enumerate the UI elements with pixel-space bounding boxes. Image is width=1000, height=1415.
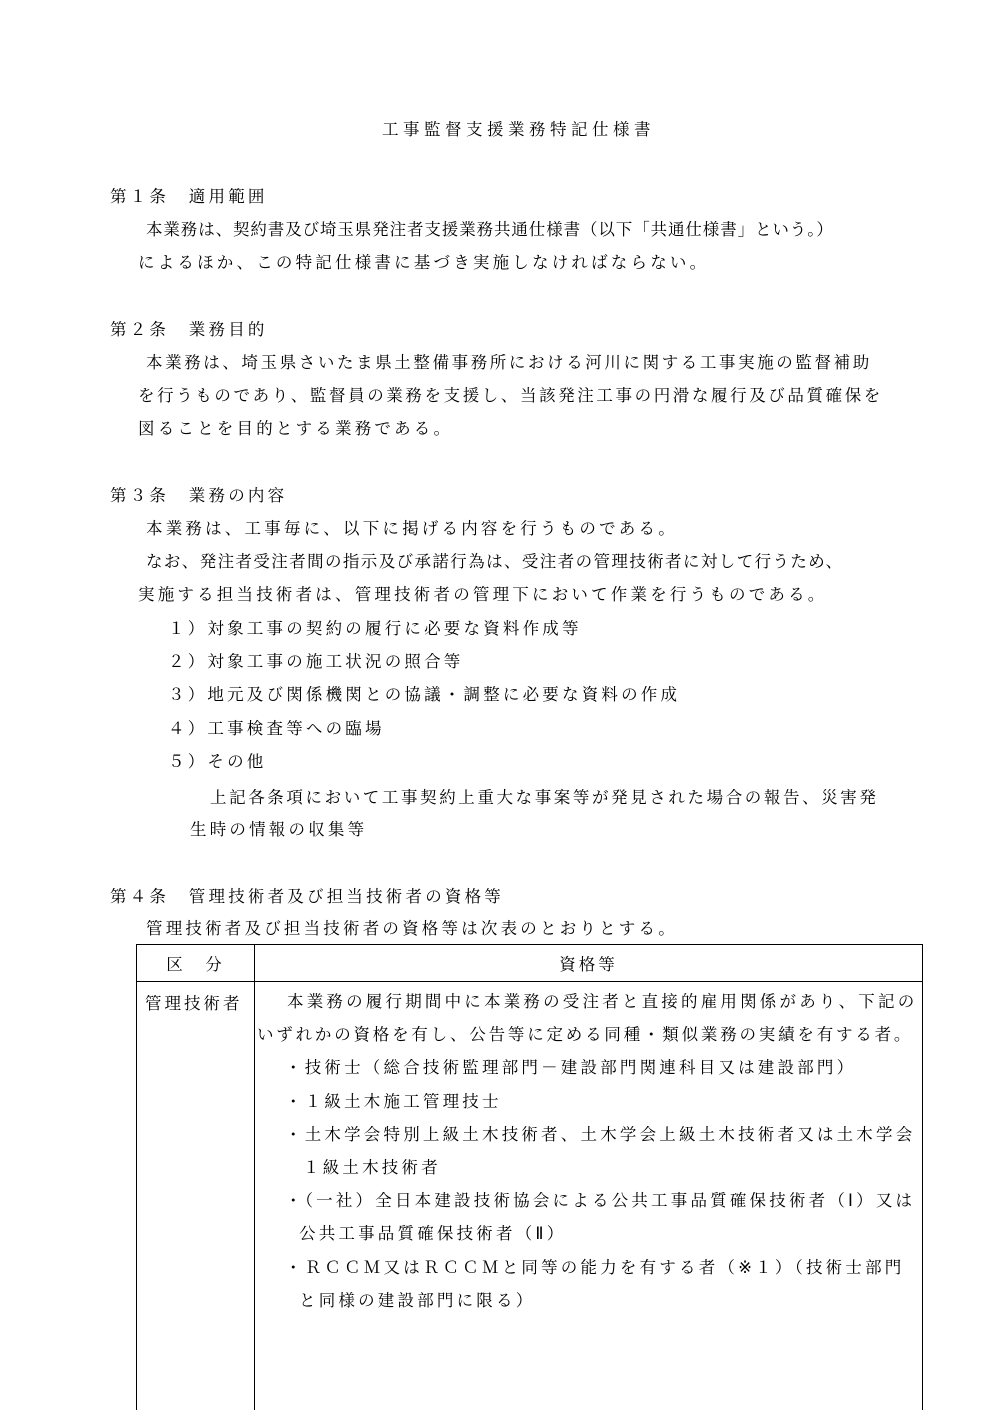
article-1-line-1: 本業務は、契約書及び埼玉県発注者支援業務共通仕様書（以下「共通仕様書」という。） bbox=[146, 220, 834, 239]
table-cell-qualifications bbox=[255, 982, 923, 1411]
qualification-line-1: 本業務の履行期間中に本業務の受注者と直接的雇用関係があり、下記の bbox=[287, 992, 918, 1011]
qualification-line-8: 公共工事品質確保技術者（Ⅱ） bbox=[299, 1224, 567, 1243]
table-header-qualifications: 資格等 bbox=[255, 945, 923, 982]
table-row bbox=[137, 982, 923, 1411]
article-3-item-4: ４）工事検査等への臨場 bbox=[168, 719, 385, 738]
table-header-row bbox=[137, 945, 923, 982]
article-3-line-1: 本業務は、工事毎に、以下に掲げる内容を行うものである。 bbox=[146, 519, 678, 538]
article-2-line-1: 本業務は、埼玉県さいたま県土整備事務所における河川に関する工事実施の監督補助 bbox=[146, 353, 872, 372]
article-4-intro: 管理技術者及び担当技術者の資格等は次表のとおりとする。 bbox=[146, 919, 678, 938]
article-3-item-2: ２）対象工事の施工状況の照合等 bbox=[168, 652, 464, 671]
article-3-other-line-1: 上記各条項において工事契約上重大な事案等が発見された場合の報告、災害発 bbox=[210, 788, 879, 807]
article-2-line-3: 図ることを目的とする業務である。 bbox=[138, 419, 454, 438]
article-2-heading: 第２条 業務目的 bbox=[110, 320, 268, 339]
qualification-line-7: ・（一社）全日本建設技術協会による公共工事品質確保技術者（Ⅰ）又は bbox=[285, 1191, 916, 1210]
article-3-item-3: ３）地元及び関係機関との協議・調整に必要な資料の作成 bbox=[168, 685, 681, 704]
table-header-category: 区 分 bbox=[137, 945, 255, 982]
article-3-heading: 第３条 業務の内容 bbox=[110, 486, 288, 505]
article-3-item-1: １）対象工事の契約の履行に必要な資料作成等 bbox=[168, 619, 582, 638]
article-2-line-2: を行うものであり、監督員の業務を支援し、当該発注工事の円滑な履行及び品質確保を bbox=[138, 386, 883, 405]
article-3-other-line-2: 生時の情報の収集等 bbox=[190, 820, 368, 839]
qualification-line-6: １級土木技術者 bbox=[303, 1158, 441, 1177]
qualification-line-2: いずれかの資格を有し、公告等に定める同種・類似業務の実績を有する者。 bbox=[257, 1025, 914, 1044]
document-title: 工事監督支援業務特記仕様書 bbox=[382, 120, 655, 139]
qualification-line-4: ・１級土木施工管理技士 bbox=[285, 1092, 502, 1111]
article-3-item-5: ５）その他 bbox=[168, 752, 267, 771]
article-3-line-2: なお、発注者受注者間の指示及び承諾行為は、受注者の管理技術者に対して行うため、 bbox=[146, 552, 844, 571]
qualification-table bbox=[136, 944, 923, 1410]
table-cell-category: 管理技術者 bbox=[137, 982, 255, 1411]
qualification-line-3: ・技術士（総合技術監理部門－建設部門関連科目又は建設部門） bbox=[285, 1058, 857, 1077]
article-1-heading: 第１条 適用範囲 bbox=[110, 187, 268, 206]
article-1-line-2: によるほか、この特記仕様書に基づき実施しなければならない。 bbox=[138, 253, 710, 272]
qualification-line-9: ・ＲＣＣＭ又はＲＣＣＭと同等の能力を有する者（※１）（技術士部門 bbox=[285, 1258, 905, 1277]
qualification-line-5: ・土木学会特別上級土木技術者、土木学会上級土木技術者又は土木学会 bbox=[285, 1125, 916, 1144]
article-4-heading: 第４条 管理技術者及び担当技術者の資格等 bbox=[110, 887, 504, 906]
article-3-line-3: 実施する担当技術者は、管理技術者の管理下において作業を行うものである。 bbox=[138, 585, 828, 604]
qualification-line-10: と同様の建設部門に限る） bbox=[299, 1291, 536, 1310]
